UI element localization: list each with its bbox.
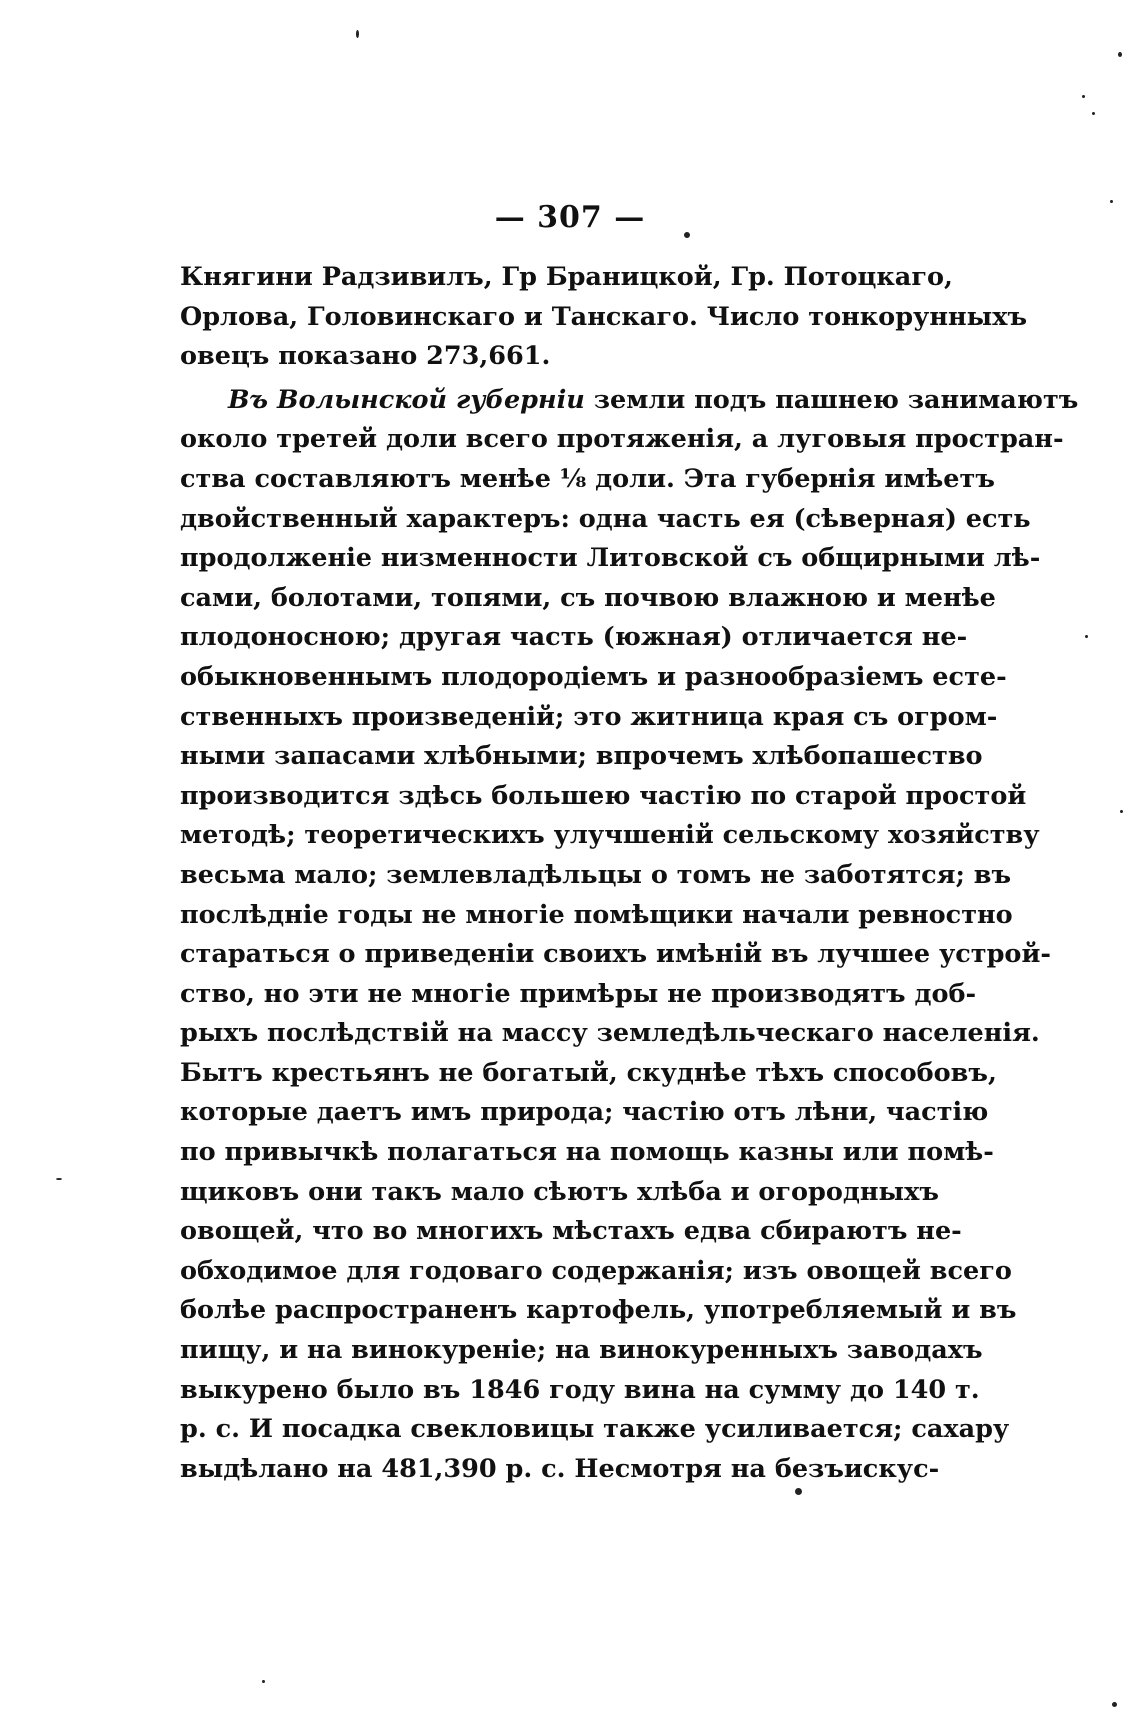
scan-speck	[1085, 635, 1088, 638]
text-line: выкурено было въ 1846 году вина на сумму до 140 т.	[180, 1374, 980, 1405]
scan-speck	[1118, 52, 1122, 57]
text-line: болѣе распространенъ картофель, употребляемый и въ	[180, 1295, 1017, 1326]
text-line: обходимое для годоваго содержанія; изъ овощей всего	[180, 1255, 1012, 1286]
text-line: ство, но эти не многіе примѣры не производятъ доб-	[180, 978, 977, 1009]
text-line: производится здѣсь большею частію по старой простой	[180, 780, 1027, 811]
scan-speck	[1110, 200, 1113, 203]
text-line: которые даетъ имъ природа; частію отъ лѣни, частію	[180, 1097, 989, 1128]
scan-speck	[795, 1488, 802, 1495]
scan-speck	[356, 30, 359, 38]
text-line: Бытъ крестьянъ не богатый, скуднѣе тѣхъ способовъ,	[180, 1057, 997, 1088]
text-line: плодоносною; другая часть (южная) отличается не-	[180, 622, 968, 653]
text-line: выдѣлано на 481,390 р. с. Несмотря на безъискус-	[180, 1453, 940, 1484]
text-line: около третей доли всего протяженія, а луговыя простран-	[180, 424, 1064, 455]
text-line: методѣ; теоретическихъ улучшеній сельскому хозяйству	[180, 820, 1040, 851]
scan-speck	[1082, 95, 1085, 98]
italic-lead: Въ Волынской губерніи	[228, 384, 585, 415]
text-line: ными запасами хлѣбными; впрочемъ хлѣбопашество	[180, 741, 983, 772]
text-line: весьма мало; землевладѣльцы о томъ не заботятся; въ	[180, 859, 1012, 890]
text-line: ства составляютъ менѣе ⅛ доли. Эта губернія имѣетъ	[180, 463, 995, 494]
text-line: Орлова, Головинскаго и Танскаго. Число тонкорунныхъ	[180, 301, 1028, 332]
text-line: послѣдніе годы не многіе помѣщики начали ревностно	[180, 899, 1013, 930]
text-line: щиковъ они такъ мало сѣютъ хлѣба и огородныхъ	[180, 1176, 939, 1207]
line-rest: земли подъ пашнею занимаютъ	[593, 384, 1079, 415]
scan-speck	[56, 1178, 62, 1180]
text-line: ственныхъ произведеній; это житница края съ огром-	[180, 701, 998, 732]
text-line: пищу, и на винокуреніе; на винокуренныхъ заводахъ	[180, 1335, 983, 1366]
text-line: р. с. И посадка свекловицы также усиливается; сахару	[180, 1414, 1010, 1445]
body-text	[180, 258, 1079, 1489]
text-line: овощей, что во многихъ мѣстахъ едва сбираютъ не-	[180, 1216, 962, 1247]
text-line: продолженіе низменности Литовской съ общирными лѣ-	[180, 543, 1041, 574]
text-line: двойственный характеръ: одна часть ея (сѣверная) есть	[180, 503, 1031, 534]
text-line: по привычкѣ полагаться на помощь казны или помѣ-	[180, 1137, 994, 1168]
scan-speck	[262, 1680, 265, 1683]
text-line: сами, болотами, топями, съ почвою влажною и менѣе	[180, 582, 996, 613]
scan-speck	[1092, 112, 1095, 115]
text-line	[180, 381, 1079, 421]
text-line: стараться о приведеніи своихъ имѣній въ лучшее устрой-	[180, 939, 1051, 970]
text-line: рыхъ послѣдствій на массу земледѣльческаго населенія.	[180, 1018, 1040, 1049]
scan-speck	[1120, 810, 1123, 813]
page-number: — 307 —	[494, 200, 646, 235]
text-line: овецъ показано 273,661.	[180, 341, 551, 372]
text-line: обыкновеннымъ плодородіемъ и разнообразіемъ есте-	[180, 661, 1007, 692]
scan-speck	[684, 232, 690, 238]
scan-speck	[1112, 1702, 1117, 1707]
text-line: Княгини Радзивилъ, Гр Браницкой, Гр. Потоцкаго,	[180, 262, 953, 292]
